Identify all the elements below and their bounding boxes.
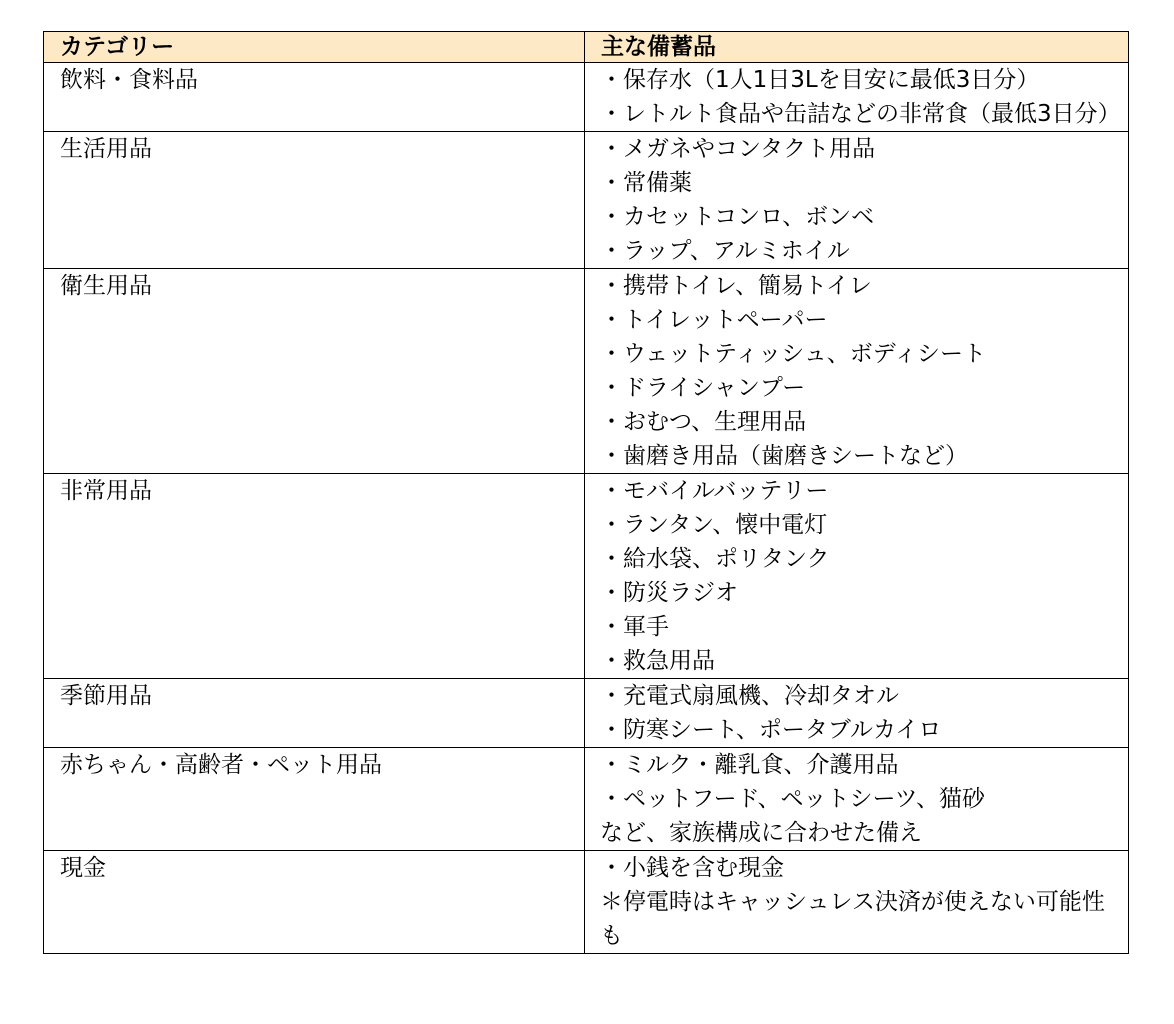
list-item: など、家族構成に合わせた備え <box>600 820 922 846</box>
list-item: ・モバイルバッテリー <box>600 478 829 504</box>
table-row <box>44 851 1129 954</box>
header-row <box>44 32 1129 63</box>
list-item: ・給水袋、ポリタンク <box>600 546 830 572</box>
table-body <box>44 63 1129 954</box>
list-item: ＊停電時はキャッシュレス決済が使えない可能性も <box>600 889 1105 949</box>
list-item: ・小銭を含む現金 <box>600 855 784 881</box>
category-cell: 非常用品 <box>44 474 585 679</box>
list-item: ・ペットフード、ペットシーツ、猫砂 <box>600 786 986 812</box>
items-cell <box>585 132 1129 269</box>
list-item: ・保存水（1人1日3Lを目安に最低3日分） <box>600 67 1040 93</box>
category-cell: 飲料・食料品 <box>44 63 585 132</box>
table-row <box>44 474 1129 679</box>
list-item: ・トイレットペーパー <box>600 307 828 333</box>
category-cell: 生活用品 <box>44 132 585 269</box>
list-item: ・レトルト食品や缶詰などの非常食（最低3日分） <box>600 101 1121 127</box>
items-cell <box>585 679 1129 748</box>
table-row <box>44 269 1129 474</box>
items-cell <box>585 269 1129 474</box>
table-row <box>44 748 1129 851</box>
list-item: ・充電式扇風機、冷却タオル <box>600 683 899 709</box>
table-row <box>44 679 1129 748</box>
header-category: カテゴリー <box>44 32 585 63</box>
list-item: ・ドライシャンプー <box>600 375 806 401</box>
list-item: ・常備薬 <box>600 170 692 196</box>
items-cell <box>585 748 1129 851</box>
category-cell: 赤ちゃん・高齢者・ペット用品 <box>44 748 585 851</box>
list-item: ・携帯トイレ、簡易トイレ <box>600 273 872 299</box>
category-cell: 季節用品 <box>44 679 585 748</box>
category-cell: 衛生用品 <box>44 269 585 474</box>
category-cell: 現金 <box>44 851 585 954</box>
table-row <box>44 132 1129 269</box>
list-item: ・ウェットティッシュ、ボディシート <box>600 341 986 367</box>
list-item: ・軍手 <box>600 614 669 640</box>
items-cell <box>585 851 1129 954</box>
list-item: ・カセットコンロ、ボンベ <box>600 204 875 230</box>
list-item: ・メガネやコンタクト用品 <box>600 136 876 162</box>
list-item: ・おむつ、生理用品 <box>600 409 807 435</box>
list-item: ・ラップ、アルミホイル <box>600 238 850 264</box>
header-items: 主な備蓄品 <box>585 32 1129 63</box>
list-item: ・ランタン、懐中電灯 <box>600 512 828 538</box>
list-item: ・歯磨き用品（歯磨きシートなど） <box>600 443 968 469</box>
table-row <box>44 63 1129 132</box>
items-cell <box>585 474 1129 679</box>
list-item: ・ミルク・離乳食、介護用品 <box>600 752 899 778</box>
table-header <box>44 32 1129 63</box>
list-item: ・防寒シート、ポータブルカイロ <box>600 717 942 743</box>
list-item: ・救急用品 <box>600 648 715 674</box>
items-cell <box>585 63 1129 132</box>
list-item: ・防災ラジオ <box>600 580 738 606</box>
stockpile-table <box>43 31 1129 954</box>
